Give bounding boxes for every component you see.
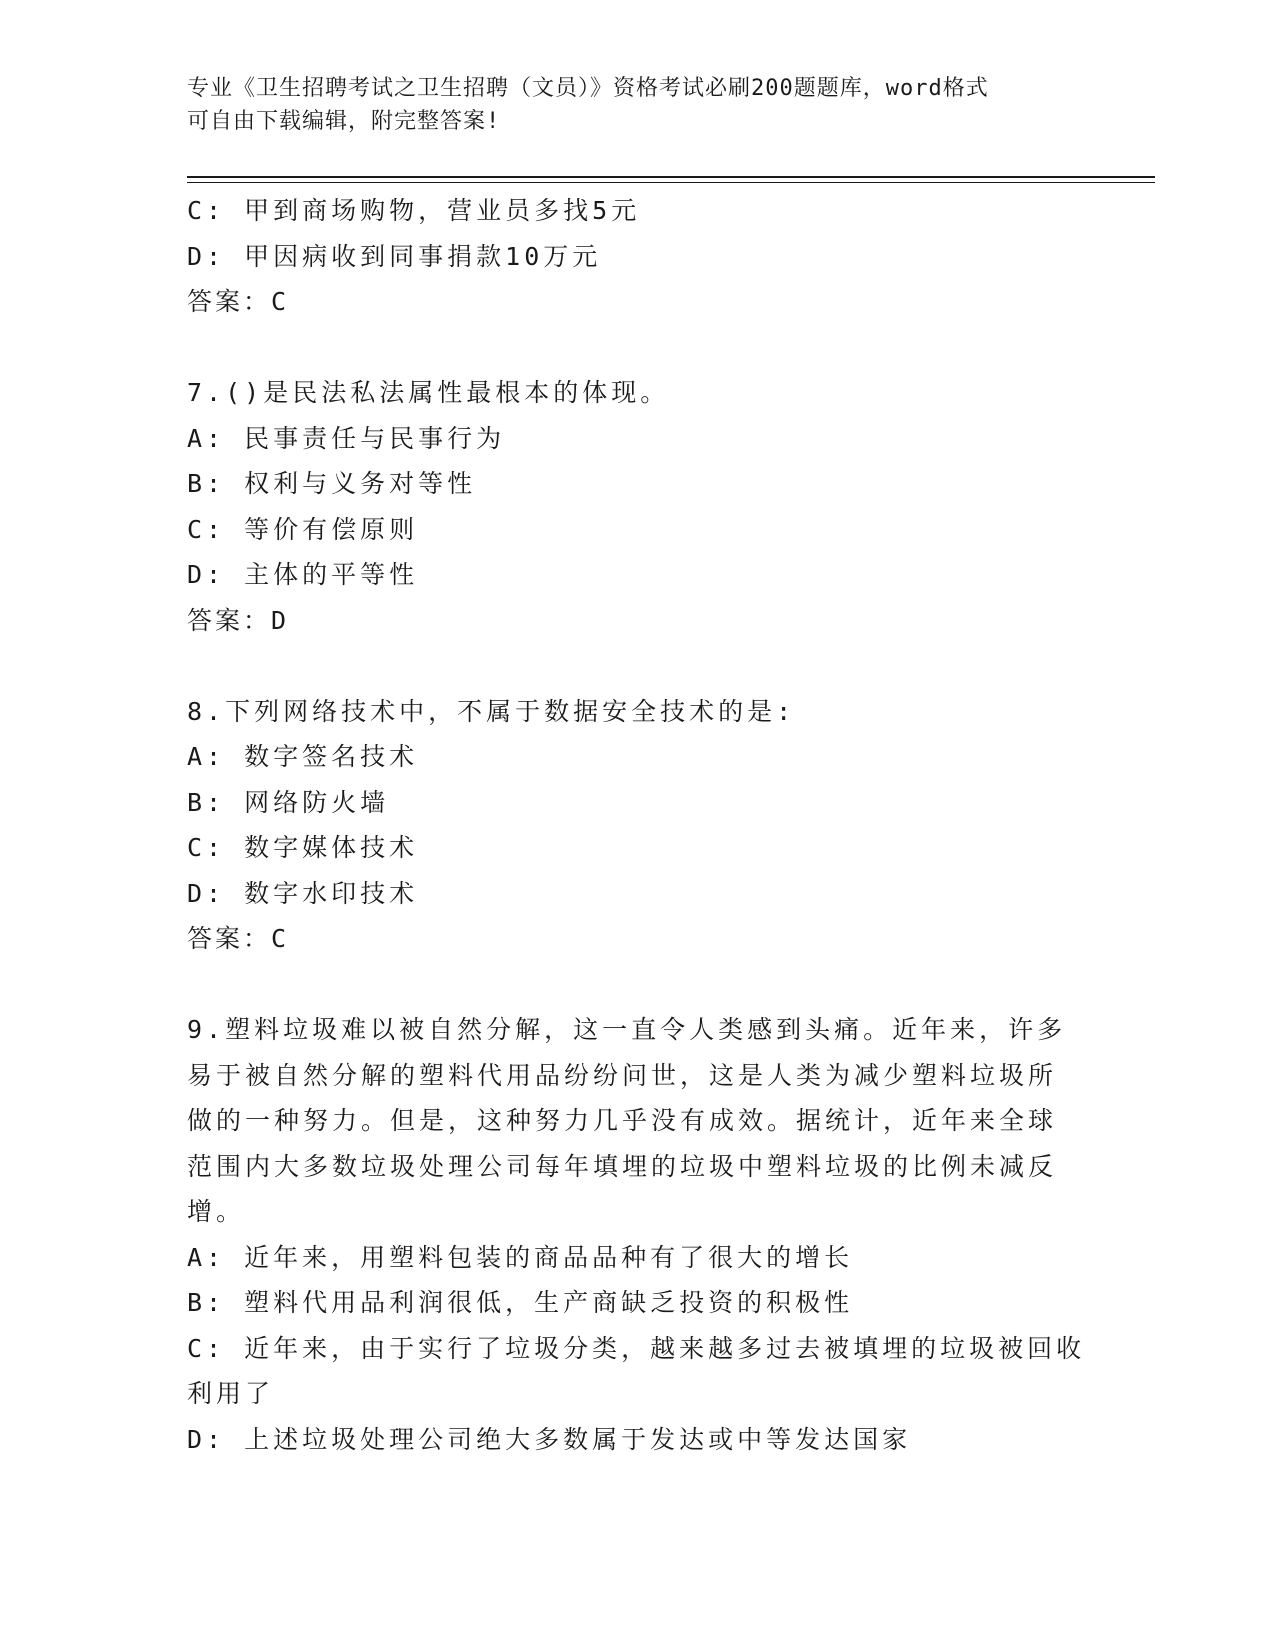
spacer xyxy=(187,962,1087,1008)
q7-question: 7.()是民法私法属性最根本的体现。 xyxy=(187,378,670,407)
question-list xyxy=(187,188,1087,1462)
question-7-block xyxy=(187,370,1087,643)
q9-question-line-5: 增。 xyxy=(187,1197,246,1226)
q9-question-line-3: 做的一种努力。但是，这种努力几乎没有成效。据统计，近年来全球 xyxy=(187,1106,1058,1135)
q7-option-c: C: 等价有偿原则 xyxy=(187,514,419,544)
q9-option-c-line-2: 利用了 xyxy=(187,1379,275,1408)
q8-option-a: A: 数字签名技术 xyxy=(187,742,419,771)
q9-option-a: A: 近年来，用塑料包装的商品品种有了很大的增长 xyxy=(187,1242,854,1272)
q8-option-d: D: 数字水印技术 xyxy=(187,878,419,908)
q7-answer: 答案：D xyxy=(187,605,290,635)
q8-answer: 答案：C xyxy=(187,924,290,953)
document-header xyxy=(187,72,1067,138)
q8-option-c: C: 数字媒体技术 xyxy=(187,833,419,862)
q9-question-line-2: 易于被自然分解的塑料代用品纷纷问世，这是人类为减少塑料垃圾所 xyxy=(187,1060,1058,1090)
q8-option-b: B: 网络防火墙 xyxy=(187,787,390,817)
q7-option-d: D: 主体的平等性 xyxy=(187,560,419,589)
q9-option-d: D: 上述垃圾处理公司绝大多数属于发达或中等发达国家 xyxy=(187,1424,912,1454)
q9-question-line-1: 9.塑料垃圾难以被自然分解，这一直令人类感到头痛。近年来，许多 xyxy=(187,1015,1067,1044)
q9-option-b: B: 塑料代用品利润很低，生产商缺乏投资的积极性 xyxy=(187,1288,854,1317)
header-title-line-1: 专业《卫生招聘考试之卫生招聘（文员）》资格考试必刷200题题库，word格式 xyxy=(187,76,989,101)
question-9-block xyxy=(187,1007,1087,1462)
q6-option-c: C: 甲到商场购物，营业员多找5元 xyxy=(187,196,641,225)
q7-option-a: A: 民事责任与民事行为 xyxy=(187,423,506,453)
q8-question: 8.下列网络技术中，不属于数据安全技术的是: xyxy=(187,696,796,726)
question-8-block xyxy=(187,689,1087,962)
spacer xyxy=(187,325,1087,371)
q9-question-line-4: 范围内大多数垃圾处理公司每年填埋的垃圾中塑料垃圾的比例未减反 xyxy=(187,1151,1058,1181)
header-divider-thick xyxy=(187,176,1155,178)
question-6-block xyxy=(187,188,1087,325)
spacer xyxy=(187,643,1087,689)
header-title-line-2: 可自由下载编辑，附完整答案! xyxy=(187,109,501,134)
q7-option-b: B: 权利与义务对等性 xyxy=(187,469,477,498)
q9-option-c-line-1: C: 近年来，由于实行了垃圾分类，越来越多过去被填埋的垃圾被回收 xyxy=(187,1333,1086,1363)
q6-answer: 答案：C xyxy=(187,287,290,316)
header-divider-thin xyxy=(187,182,1155,183)
q6-option-d: D: 甲因病收到同事捐款10万元 xyxy=(187,241,602,271)
